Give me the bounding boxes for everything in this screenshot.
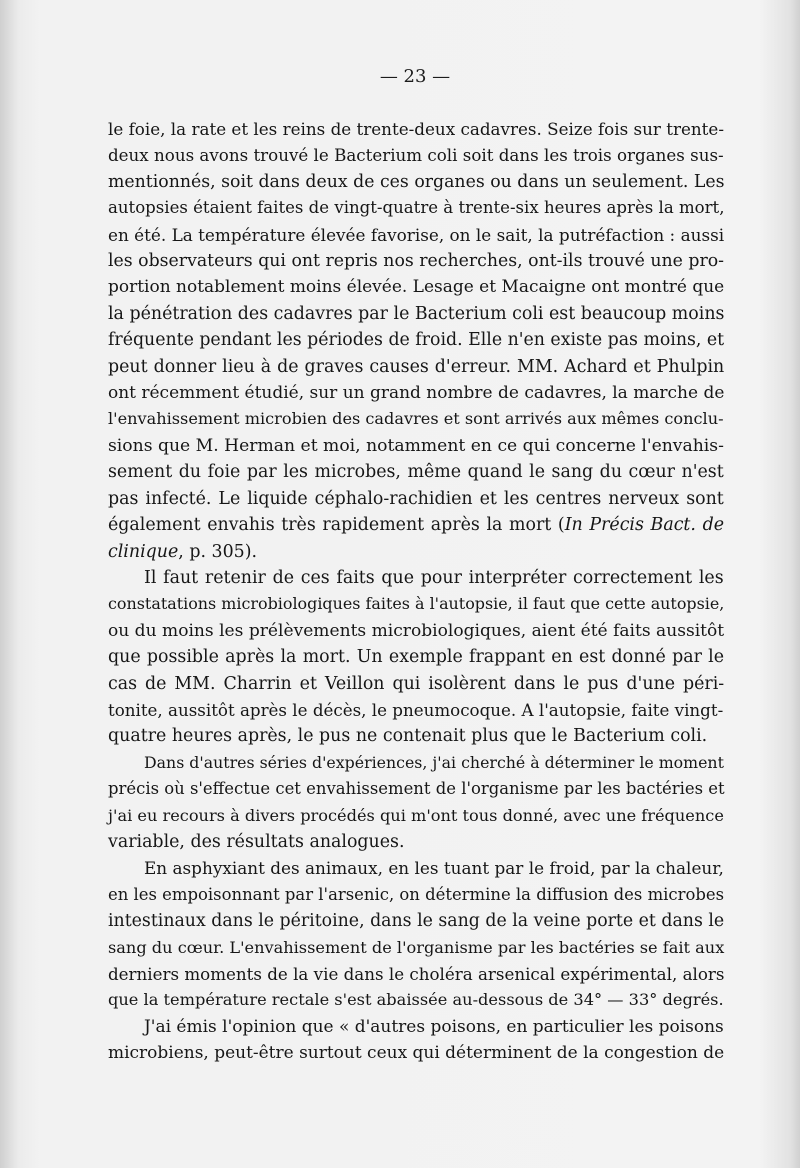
text-line: constatations microbiologiques faites à l'autopsie, il faut que cette autopsie, bbox=[108, 594, 725, 614]
paragraph-5 bbox=[108, 1014, 724, 1067]
paragraph-2 bbox=[108, 565, 724, 750]
text-line: les observateurs qui ont repris nos recherches, ont-ils trouvé une pro- bbox=[108, 251, 724, 272]
text-line: précis où s'effectue cet envahissement de l'organisme par les bactéries et bbox=[108, 779, 725, 799]
text-line: En asphyxiant des animaux, en les tuant par le froid, par la chaleur, bbox=[144, 858, 724, 879]
text-line: sions que M. Herman et moi, notamment en ce qui concerne l'envahis- bbox=[108, 435, 724, 456]
text-line: ou du moins les prélèvements microbiologiques, aient été faits aussitôt bbox=[108, 620, 725, 641]
citation-italic-end: clinique bbox=[108, 541, 179, 562]
text-line: deux nous avons trouvé le Bacterium coli soit dans les trois organes sus- bbox=[108, 145, 724, 166]
text-line: Dans d'autres séries d'expériences, j'ai cherché à déterminer le moment bbox=[144, 752, 724, 772]
text-line: microbiens, peut-être surtout ceux qui déterminent de la congestion de bbox=[108, 1043, 725, 1064]
text-line: fréquente pendant les périodes de froid. Elle n'en existe pas moins, et bbox=[108, 330, 725, 351]
text-line: portion notablement moins élevée. Lesage et Macaigne ont montré que bbox=[108, 277, 725, 298]
text-segment: , p. 305). bbox=[178, 541, 258, 562]
text-line: peut donner lieu à de graves causes d'erreur. MM. Achard et Phulpin bbox=[108, 356, 725, 377]
paragraph-1 bbox=[108, 116, 724, 565]
text-line: que la température rectale s'est abaissée au-dessous de 34° — 33° degrés. bbox=[108, 990, 724, 1010]
text-line: ont récemment étudié, sur un grand nombre de cadavres, la marche de bbox=[108, 383, 725, 404]
text-line bbox=[108, 512, 724, 538]
text-line: sement du foie par les microbes, même quand le sang du cœur n'est bbox=[108, 462, 724, 483]
text-line: que possible après la mort. Un exemple frappant en est donné par le bbox=[108, 647, 725, 668]
text-line: tonite, aussitôt après le décès, le pneumocoque. A l'autopsie, faite vingt- bbox=[108, 699, 724, 720]
text-line: variable, des résultats analogues. bbox=[108, 831, 405, 852]
text-line: mentionnés, soit dans deux de ces organes ou dans un seulement. Les bbox=[108, 171, 725, 192]
body-text bbox=[108, 116, 724, 1067]
text-line: en les empoisonnant par l'arsenic, on détermine la diffusion des microbes bbox=[108, 884, 725, 904]
text-line: j'ai eu recours à divers procédés qui m'ont tous donné, avec une fréquence bbox=[108, 805, 724, 825]
text-line: cas de MM. Charrin et Veillon qui isolèrent dans le pus d'une péri- bbox=[108, 673, 725, 694]
text-line: J'ai émis l'opinion que « d'autres poisons, en particulier les poisons bbox=[144, 1016, 724, 1037]
text-line: la pénétration des cadavres par le Bacterium coli est beaucoup moins bbox=[108, 303, 725, 324]
text-line: intestinaux dans le péritoine, dans le sang de la veine porte et dans le bbox=[108, 911, 725, 932]
text-line: l'envahissement microbien des cadavres et sont arrivés aux mêmes conclu- bbox=[108, 409, 724, 429]
paragraph-3 bbox=[108, 750, 724, 856]
text-line: quatre heures après, le pus ne contenait plus que le Bacterium coli. bbox=[108, 726, 708, 747]
text-line bbox=[108, 539, 724, 565]
text-line: en été. La température élevée favorise, on le sait, la putréfaction : aussi bbox=[108, 224, 725, 245]
text-line: Il faut retenir de ces faits que pour interpréter correctement les bbox=[144, 567, 724, 588]
text-line: autopsies étaient faites de vingt-quatre à trente-six heures après la mort, bbox=[108, 198, 725, 218]
text-line: le foie, la rate et les reins de trente-deux cadavres. Seize fois sur trente- bbox=[108, 119, 724, 139]
text-segment: également envahis très rapidement après la mort ( bbox=[108, 515, 565, 536]
text-line: derniers moments de la vie dans le choléra arsenical expérimental, alors bbox=[108, 964, 725, 984]
paragraph-4 bbox=[108, 855, 724, 1013]
text-line: pas infecté. Le liquide céphalo-rachidien et les centres nerveux sont bbox=[108, 488, 724, 509]
citation-italic: In Précis Bact. de bbox=[564, 515, 725, 536]
page-number: — 23 — bbox=[379, 66, 451, 87]
text-line: sang du cœur. L'envahissement de l'organisme par les bactéries se fait aux bbox=[108, 937, 725, 957]
